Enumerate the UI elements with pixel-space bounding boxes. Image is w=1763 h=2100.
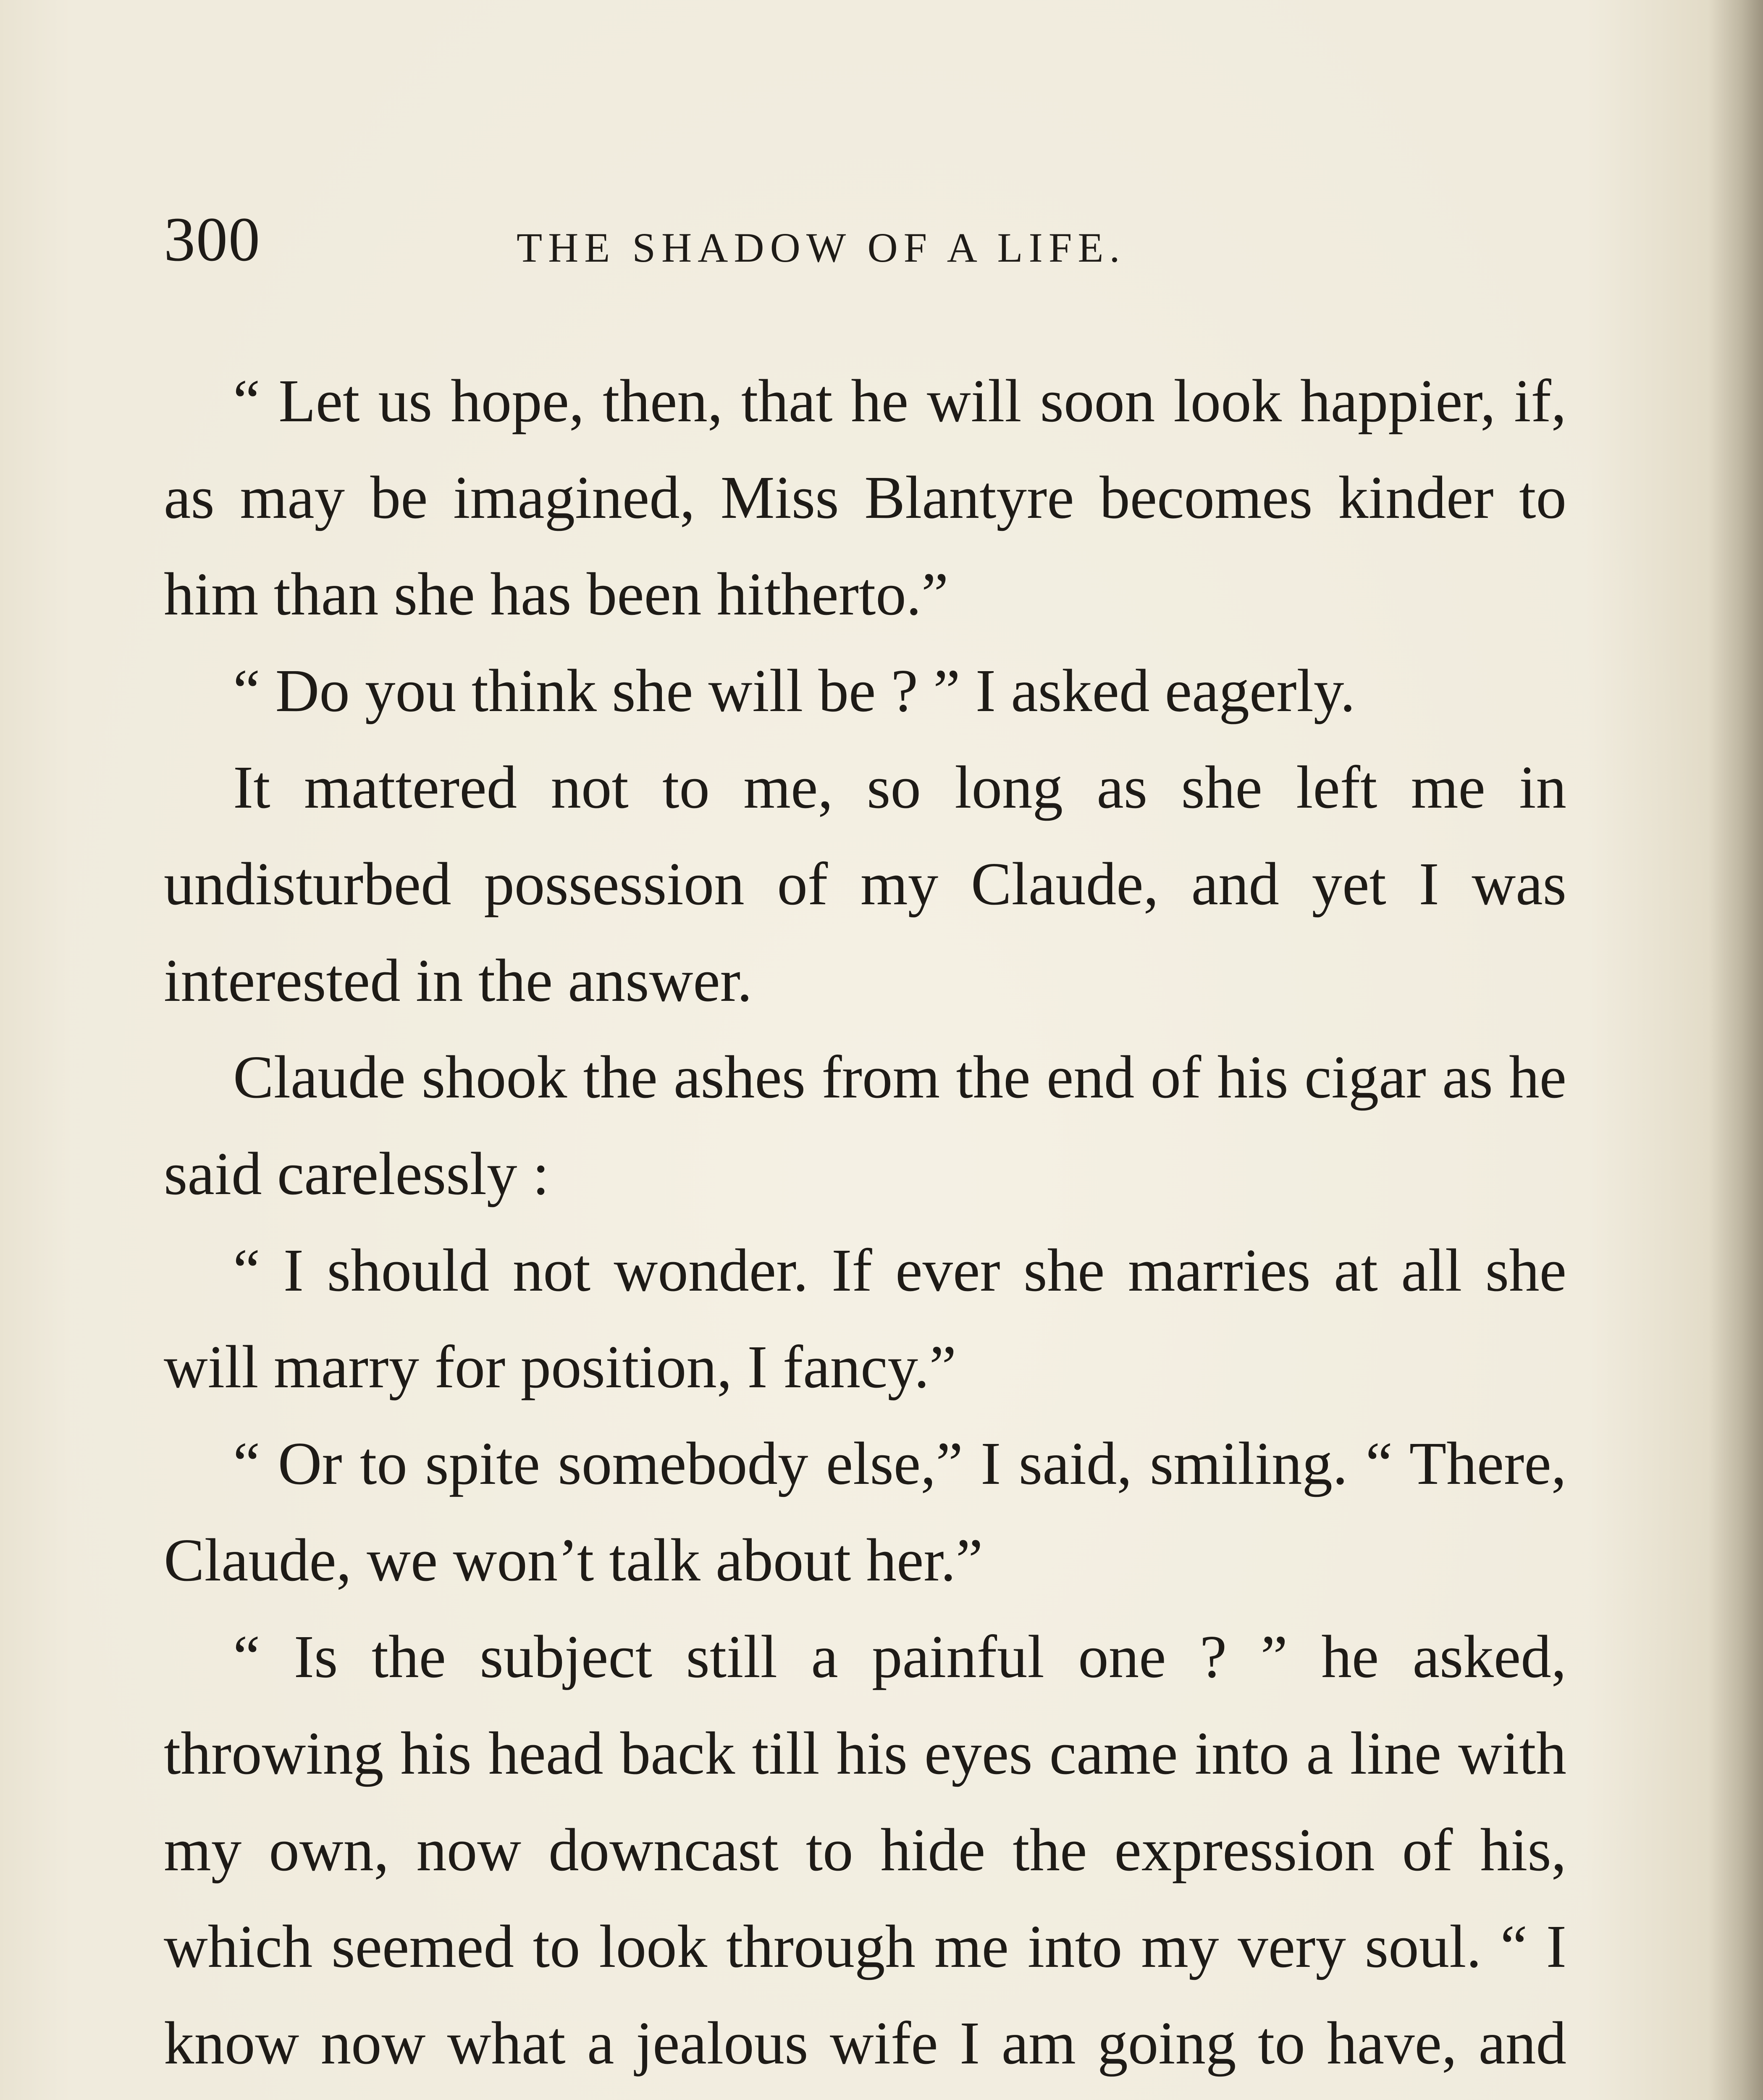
body-text xyxy=(164,353,1566,2100)
paragraph: “ Do you think she will be ? ” I asked eagerly. xyxy=(233,657,1356,724)
page-number: 300 xyxy=(164,205,261,274)
paragraph: Claude shook the ashes from the end of his cigar as he said carelessly : xyxy=(164,1044,1566,1208)
page-header xyxy=(164,197,1571,281)
paragraph: “ I should not wonder. If ever she marries at all she will marry for position, I fancy.” xyxy=(164,1237,1566,1401)
paragraph: “ Or to spite somebody else,” I said, smiling. “ There, Claude, we won’t talk about her.” xyxy=(164,1430,1566,1594)
paragraph: “ Is the subject still a painful one ? ” he asked, throwing his head back till his eyes came into a line with my own, now downcast to hide the expression of his, which seemed to look through me into my very soul. “ I know now what a jealous wife I am going to have, and xyxy=(164,1623,1566,2077)
running-head: THE SHADOW OF A LIFE. xyxy=(517,224,1126,271)
spine-shadow xyxy=(1708,0,1763,2100)
paragraph: It mattered not to me, so long as she left me in undisturbed possession of my Claude, and yet I was interested in the answer. xyxy=(164,754,1566,1014)
paragraph: “ Let us hope, then, that he will soon look happier, if, as may be imagined, Miss Blantyre becomes kinder to him than she has been hitherto.” xyxy=(164,368,1566,628)
